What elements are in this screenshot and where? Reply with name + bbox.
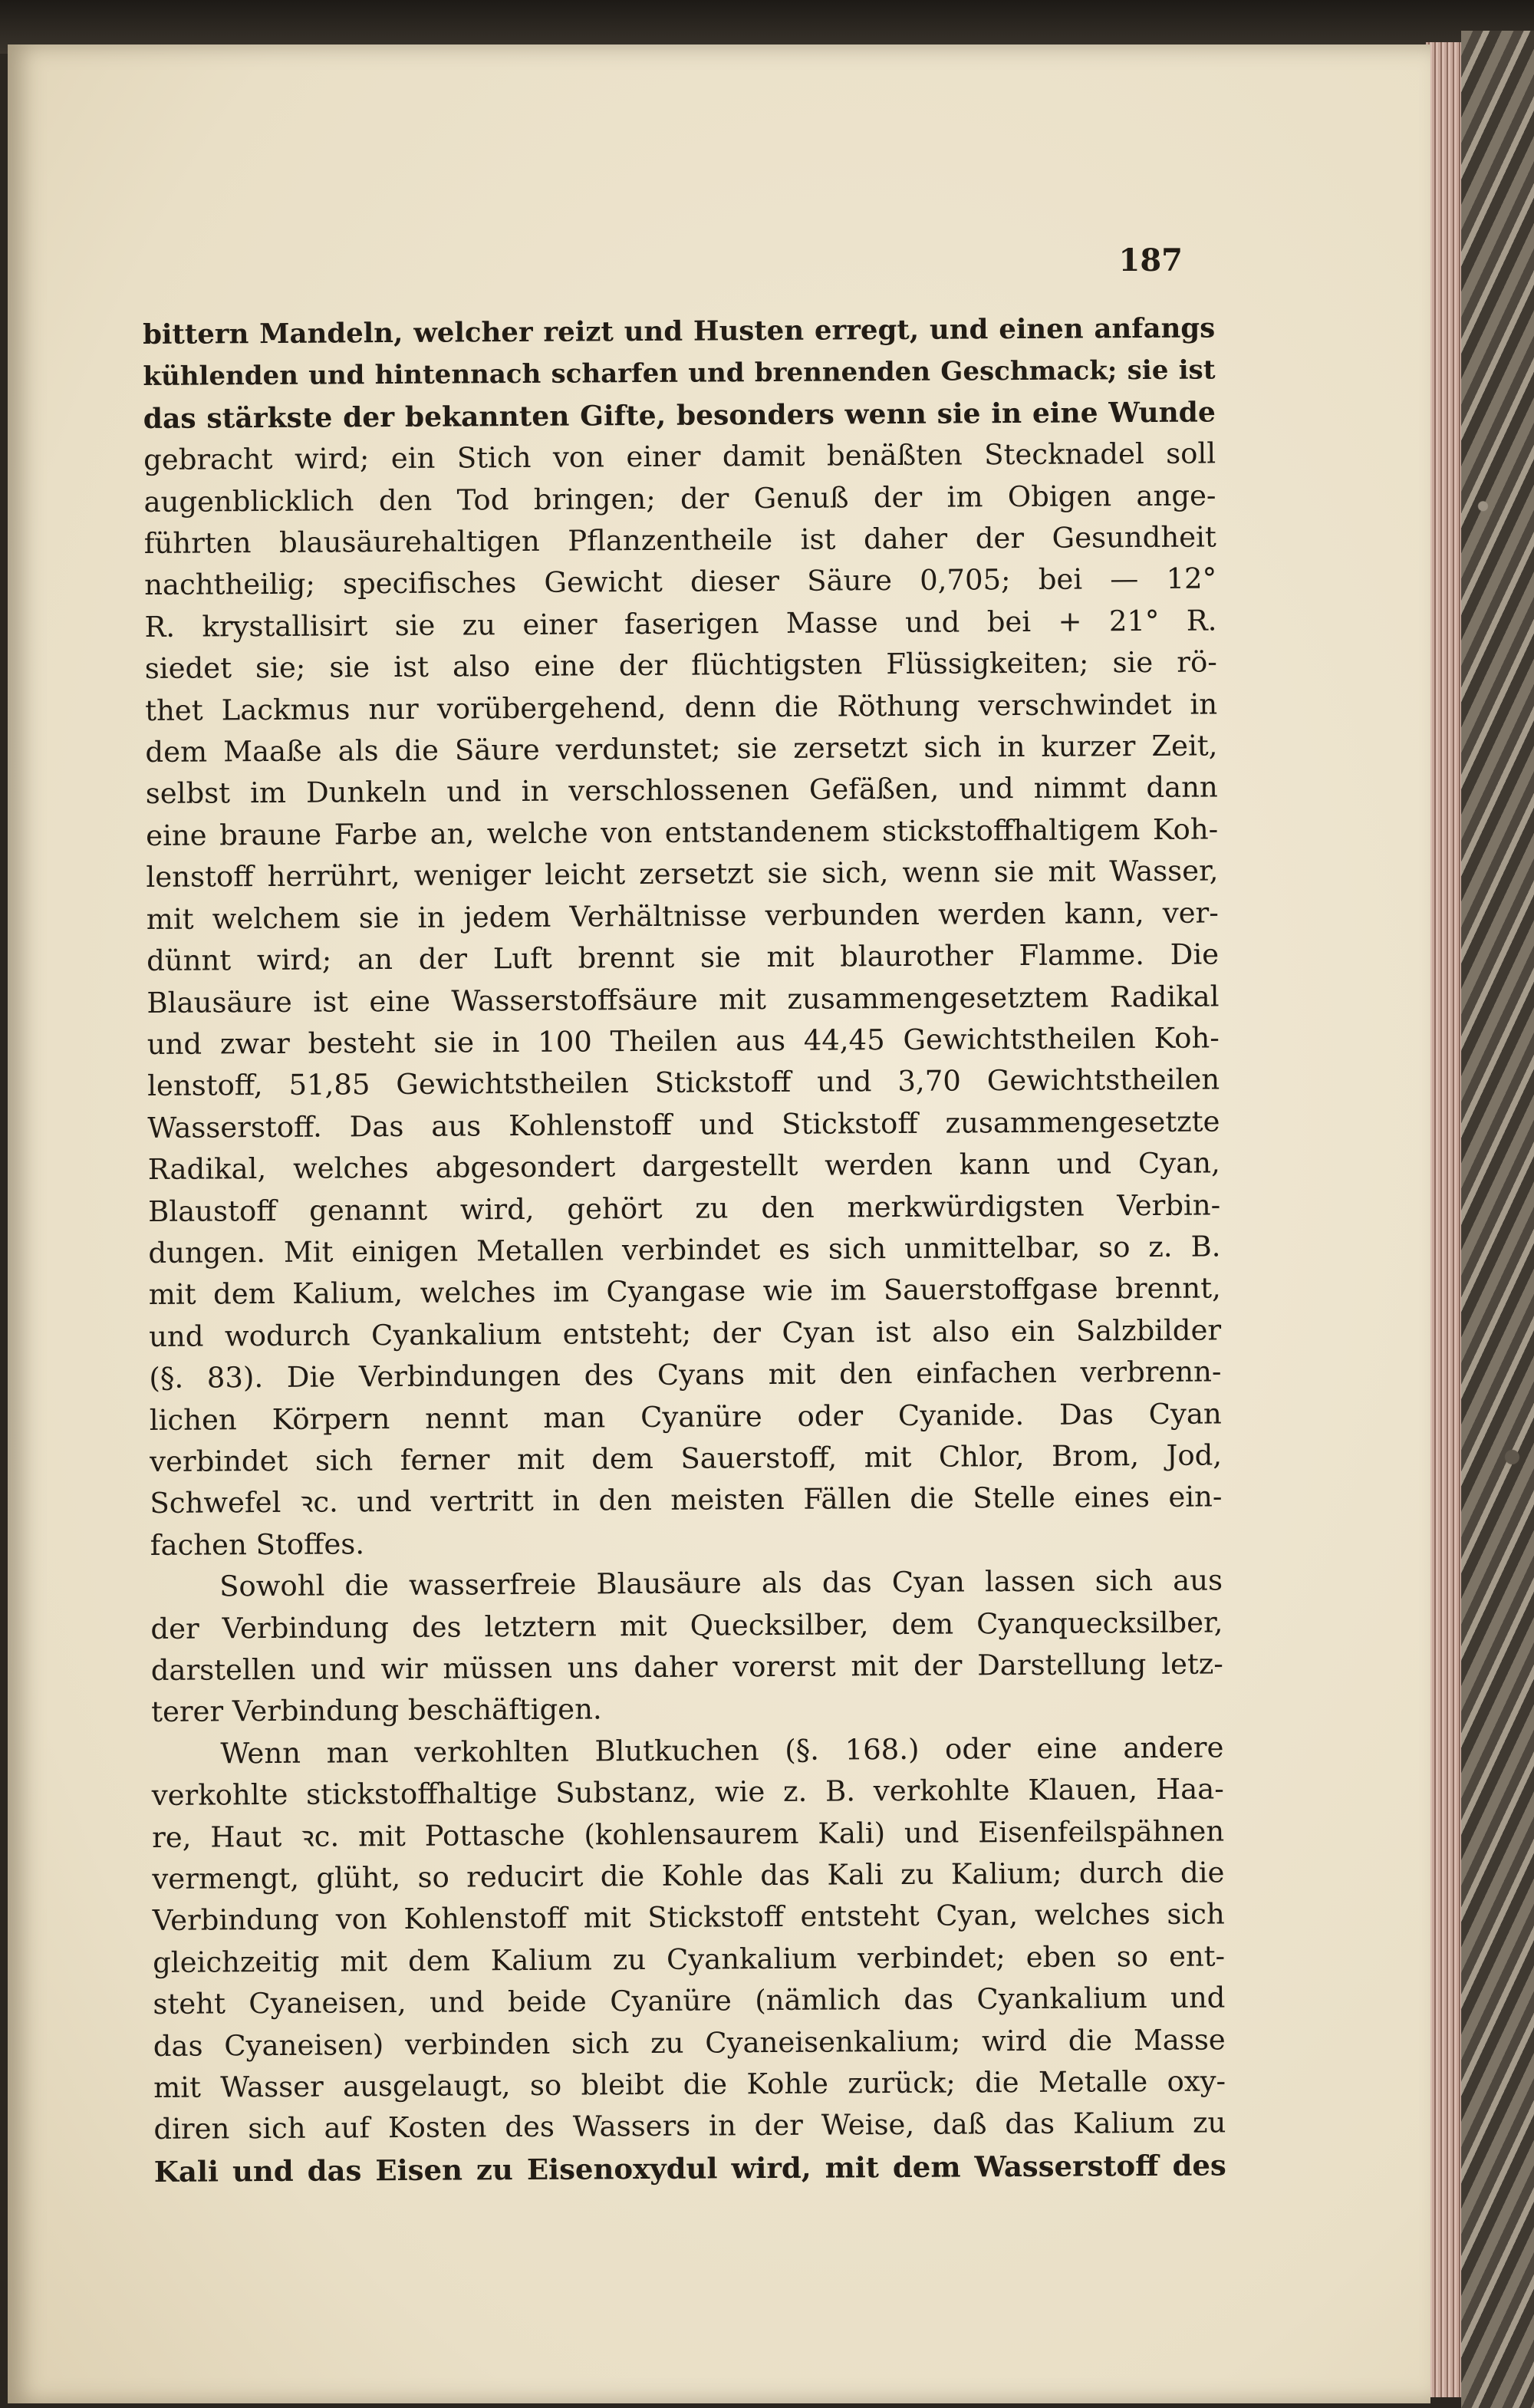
text-line: Blausäure ist eine Wasserstoffsäure mit zusammengesetztem Radikal [146,979,1220,1020]
text-line: vermengt, glüht, so reducirt die Kohle das Kali zu Kalium; durch die [152,1856,1225,1896]
text-line: Blaustoff genannt wird, gehört zu den merkwürdigsten Verbin- [148,1188,1221,1228]
text-line: steht Cyaneisen, und beide Cyanüre (nämlich das Cyankalium und [153,1981,1226,2021]
text-line: R. krystallisirt sie zu einer faserigen Masse und bei + 21° R. [144,604,1217,644]
text-line: darstellen und wir müssen uns daher vorerst mit der Darstellung letz- [150,1647,1223,1687]
text-line: siedet sie; sie ist also eine der flüchtigsten Flüssigkeiten; sie rö- [144,645,1217,686]
text-line: und wodurch Cyankalium entsteht; der Cyan ist also ein Salzbilder [149,1313,1222,1353]
text-line: lichen Körpern nennt man Cyanüre oder Cyanide. Das Cyan [149,1396,1222,1437]
text-line: dem Maaße als die Säure verdunstet; sie zersetzt sich in kurzer Zeit, [145,729,1218,769]
text-line: kühlenden und hintennach scharfen und brennenden Geschmack; sie ist [143,354,1216,393]
text-line: Schwefel ꝛc. und vertritt in den meisten Fällen die Stelle eines ein- [150,1480,1223,1520]
marbled-cover-edge [1461,31,1534,2408]
text-line: Sowohl die wasserfreie Blausäure als das Cyan lassen sich aus [219,1563,1223,1603]
text-line: eine braune Farbe an, welche von entstandenem stickstoffhaltigem Koh- [146,812,1219,852]
text-line: und zwar besteht sie in 100 Theilen aus 44,45 Gewichtstheilen Koh- [146,1021,1220,1061]
text-line: Wasserstoff. Das aus Kohlenstoff und Stickstoff zusammengesetzte [147,1105,1220,1145]
text-line: bittern Mandeln, welcher reizt und Husten erregt, und einen anfangs [143,312,1216,351]
text-line: augenblicklich den Tod bringen; der Genuß der im Obigen ange- [143,479,1216,519]
text-line: lenstoff, 51,85 Gewichtstheilen Stickstoff und 3,70 Gewichtstheilen [147,1062,1220,1103]
book-page [8,44,1430,2403]
text-line: der Verbindung des letztern mit Quecksilber, dem Cyanquecksilber, [150,1606,1223,1645]
text-line: das stärkste der bekannten Gifte, besonders wenn sie in eine Wunde [143,396,1216,435]
text-line: gebracht wird; ein Stich von einer damit benäßten Stecknadel soll [143,436,1216,477]
page-number: 187 [1118,242,1183,278]
text-line: mit dem Kalium, welches im Cyangase wie im Sauerstoffgase brennt, [148,1271,1221,1312]
text-line: gleichzeitig mit dem Kalium zu Cyankalium verbindet; eben so ent- [152,1939,1226,1979]
text-line: Wenn man verkohlten Blutkuchen (§. 168.) oder eine andere [220,1731,1224,1771]
text-line: das Cyaneisen) verbinden sich zu Cyaneisenkalium; wird die Masse [153,2023,1226,2063]
text-line: lenstoff herrührt, weniger leicht zersetzt sie sich, wenn sie mit Wasser, [146,854,1219,894]
text-line: mit Wasser ausgelaugt, so bleibt die Kohle zurück; die Metalle oxy- [153,2064,1226,2105]
text-line: terer Verbindung beschäftigen. [150,1692,602,1729]
text-line: selbst im Dunkeln und in verschlossenen Gefäßen, und nimmt dann [145,770,1218,811]
text-line: nachtheilig; specifisches Gewicht dieser Säure 0,705; bei — 12° [144,562,1217,602]
text-line: (§. 83). Die Verbindungen des Cyans mit den einfachen verbrenn- [149,1355,1222,1395]
text-line: Verbindung von Kohlenstoff mit Stickstoff entsteht Cyan, welches sich [152,1897,1225,1938]
text-line: Radikal, welches abgesondert dargestellt werden kann und Cyan, [147,1146,1220,1187]
text-line: fachen Stoffes. [150,1527,365,1562]
text-line: führten blausäurehaltigen Pflanzentheile ist daher der Gesundheit [143,520,1216,561]
page-edges [1426,42,1461,2397]
text-line: dünnt wird; an der Luft brennt sie mit blaurother Flamme. Die [146,937,1220,978]
text-line: verkohlte stickstoffhaltige Substanz, wie z. B. verkohlte Klauen, Haa- [151,1772,1224,1813]
text-line: diren sich auf Kosten des Wassers in der Weise, daß das Kalium zu [153,2106,1226,2146]
page-body-text [143,308,1226,2192]
text-line: re, Haut ꝛc. mit Pottasche (kohlensaurem Kali) und Eisenfeilspähnen [151,1814,1225,1854]
text-line: thet Lackmus nur vorübergehend, denn die Röthung verschwindet in [145,687,1218,727]
text-line: verbindet sich ferner mit dem Sauerstoff, mit Chlor, Brom, Jod, [150,1438,1223,1478]
text-line: Kali und das Eisen zu Eisenoxydul wird, mit dem Wasserstoff des [153,2148,1226,2189]
text-line: dungen. Mit einigen Metallen verbindet es sich unmittelbar, so z. B. [148,1230,1221,1270]
text-line: mit welchem sie in jedem Verhältnisse verbunden werden kann, ver- [146,896,1219,936]
